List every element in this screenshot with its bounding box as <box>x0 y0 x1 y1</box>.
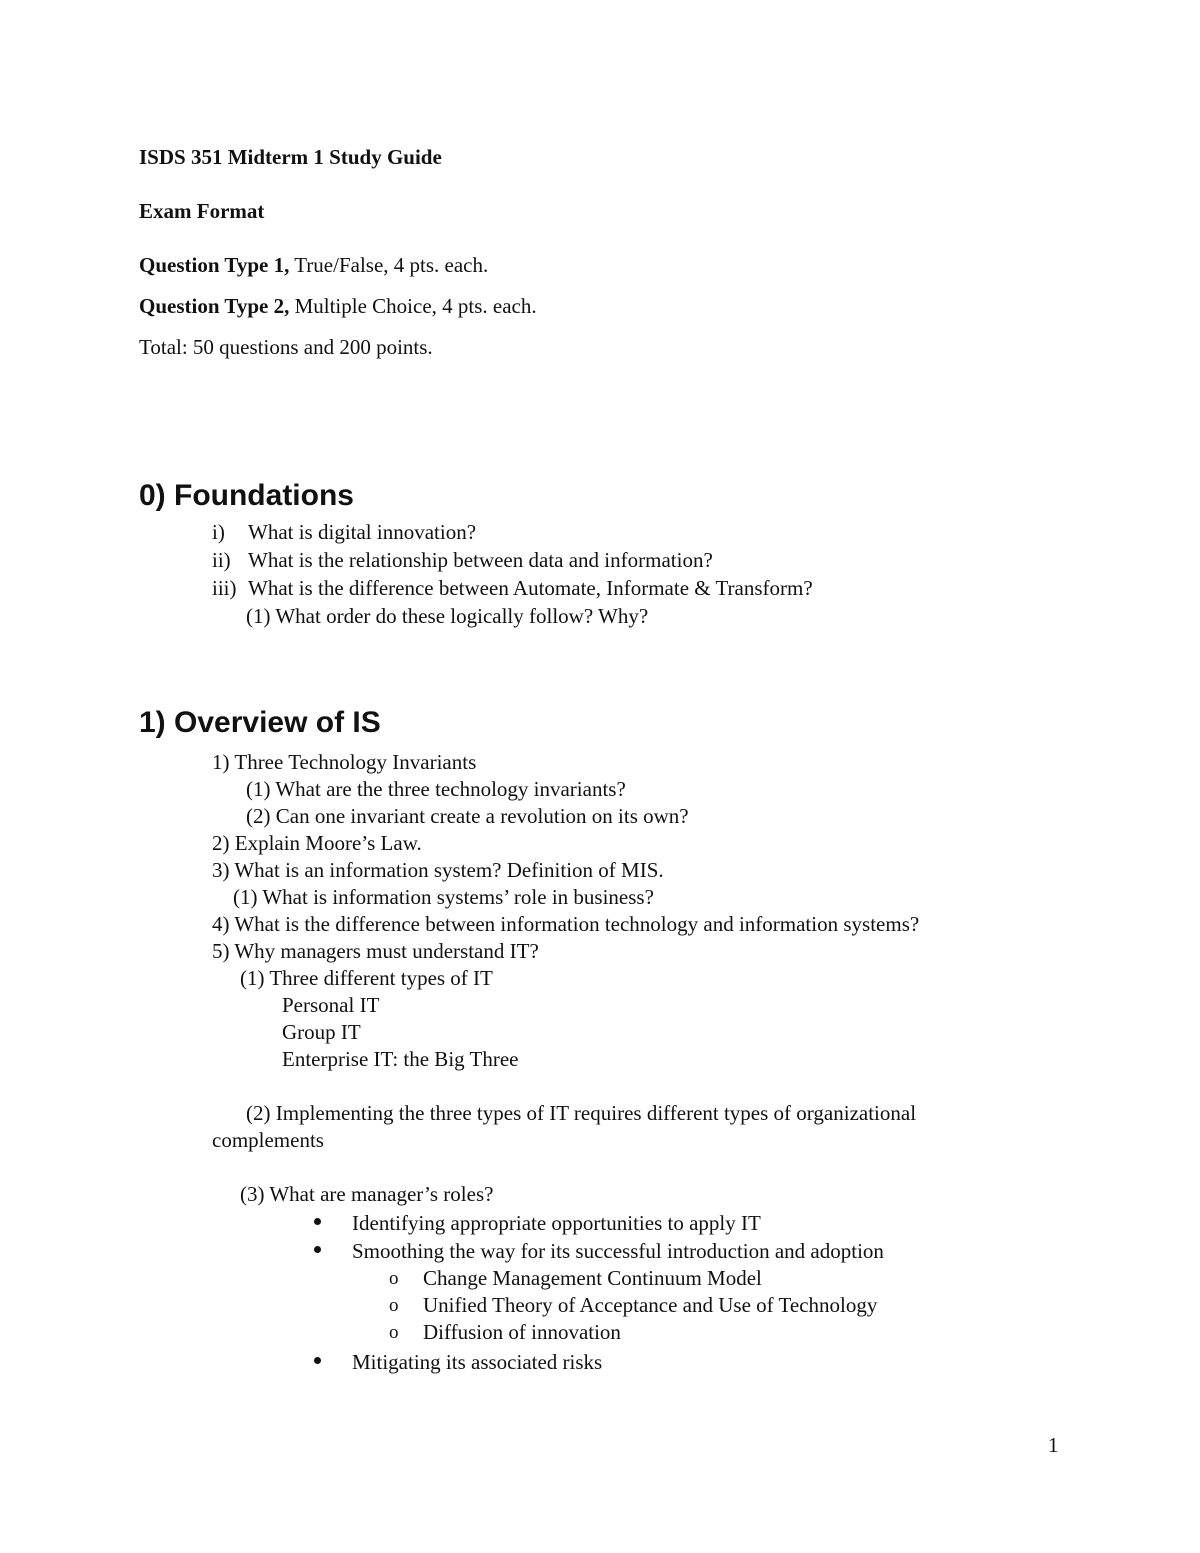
sub-bullet-item: Unified Theory of Acceptance and Use of Technology <box>423 1293 878 1317</box>
outline-line: 2) Explain Moore’s Law. <box>212 831 422 855</box>
outline-line: 1) Three Technology Invariants <box>212 750 477 774</box>
question-type-1-text: True/False, 4 pts. each. <box>294 253 489 277</box>
outline-line: Enterprise IT: the Big Three <box>282 1047 519 1071</box>
outline-line: 3) What is an information system? Definition of MIS. <box>212 858 664 882</box>
bullet-dot-icon <box>314 1218 321 1225</box>
exam-format-heading: Exam Format <box>139 199 265 223</box>
page-number: 1 <box>1048 1433 1059 1457</box>
outline-line: (2) Implementing the three types of IT requires different types of organizational <box>246 1101 917 1125</box>
document-title: ISDS 351 Midterm 1 Study Guide <box>139 145 442 169</box>
total-line: Total: 50 questions and 200 points. <box>139 335 433 359</box>
outline-line: Group IT <box>282 1020 361 1044</box>
section-0-item-marker: ii) <box>212 548 231 572</box>
outline-line: 5) Why managers must understand IT? <box>212 939 539 963</box>
bullet-item: Smoothing the way for its successful introduction and adoption <box>352 1239 884 1263</box>
question-type-2-label: Question Type 2, <box>139 294 290 318</box>
section-0-item-marker: i) <box>212 520 225 544</box>
outline-line: Personal IT <box>282 993 380 1017</box>
outline-line: (1) What is information systems’ role in business? <box>233 885 654 909</box>
section-1-heading: 1) Overview of IS <box>139 706 381 739</box>
sub-bullet-item: Change Management Continuum Model <box>423 1266 762 1290</box>
circle-bullet-icon: o <box>389 1268 399 1289</box>
bullet-dot-icon <box>314 1357 321 1364</box>
outline-line: (3) What are manager’s roles? <box>240 1182 494 1206</box>
outline-line: complements <box>212 1128 324 1152</box>
bullet-item: Mitigating its associated risks <box>352 1350 603 1374</box>
section-0-subitem: (1) What order do these logically follow? Why? <box>246 604 649 628</box>
circle-bullet-icon: o <box>389 1322 399 1343</box>
outline-line: (2) Can one invariant create a revolution on its own? <box>246 804 689 828</box>
outline-line: 4) What is the difference between information technology and information systems? <box>212 912 920 936</box>
question-type-2 <box>139 296 537 317</box>
bullet-item: Identifying appropriate opportunities to apply IT <box>352 1211 761 1235</box>
section-0-item: What is the difference between Automate, Informate & Transform? <box>248 576 813 600</box>
outline-line: (1) What are the three technology invariants? <box>246 777 626 801</box>
outline-line: (1) Three different types of IT <box>240 966 493 990</box>
question-type-1-label: Question Type 1, <box>139 253 290 277</box>
section-0-item: What is the relationship between data and information? <box>248 548 713 572</box>
section-0-heading: 0) Foundations <box>139 479 354 512</box>
section-0-item: What is digital innovation? <box>248 520 477 544</box>
section-0-item-marker: iii) <box>212 576 237 600</box>
sub-bullet-item: Diffusion of innovation <box>423 1320 621 1344</box>
question-type-1 <box>139 255 488 276</box>
question-type-2-text: Multiple Choice, 4 pts. each. <box>294 294 537 318</box>
circle-bullet-icon: o <box>389 1295 399 1316</box>
bullet-dot-icon <box>314 1246 321 1253</box>
